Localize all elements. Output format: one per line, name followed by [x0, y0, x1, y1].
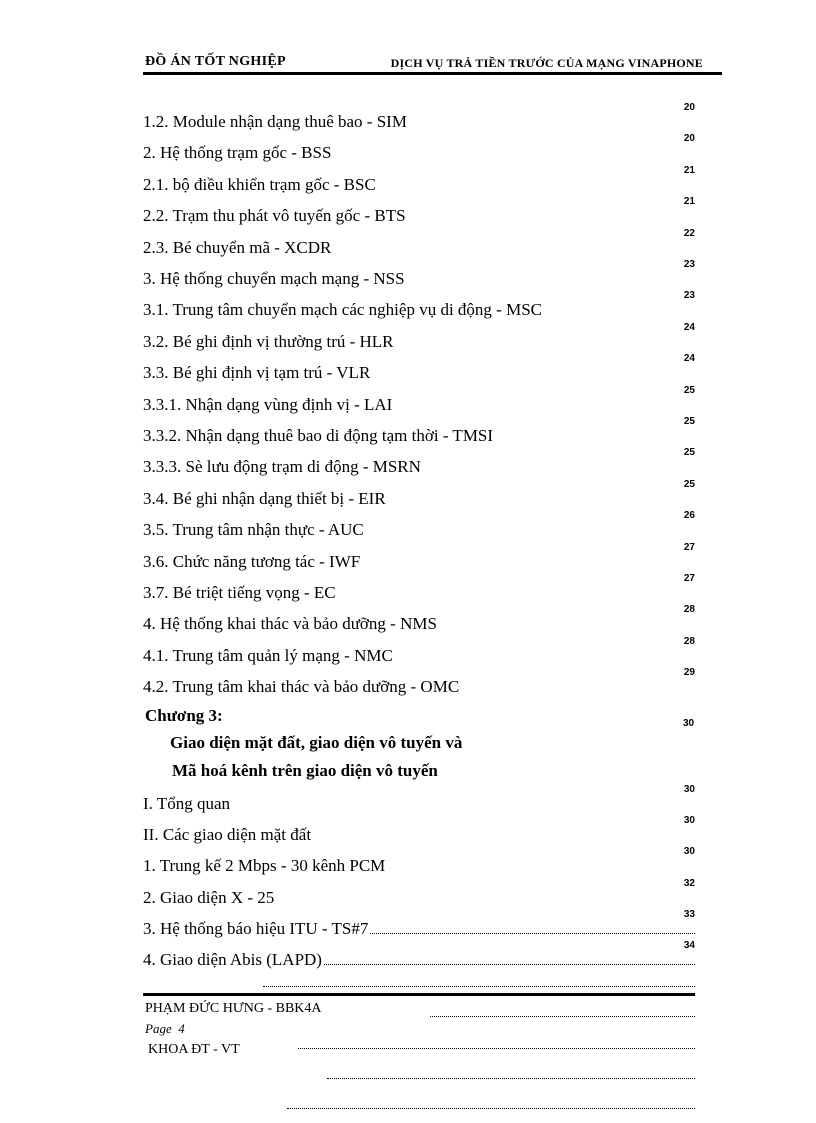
header-right-title: DỊCH VỤ TRẢ TIỀN TRƯỚC CỦA MẠNG VINAPHONE	[390, 56, 703, 70]
toc-entry-page: 28	[683, 604, 695, 616]
toc-entry-title: 2.1. bộ điều khiển trạm gốc - BSC	[143, 174, 376, 194]
header-rule	[143, 72, 722, 75]
toc-entry-title: 4.1. Trung tâm quản lý mạng - NMC	[143, 645, 393, 665]
toc-entry-title: 3.4. Bé ghi nhận dạng thiết bị - EIR	[143, 488, 386, 508]
toc-entry-title: 3.3.2. Nhận dạng thuê bao di động tạm thời - TMSI	[143, 426, 494, 445]
toc-entry-title: 3.2. Bé ghi định vị thường trú - HLR	[143, 331, 394, 351]
toc-entry-title: 3.3.3. Sè lưu động trạm di động - MSRN	[143, 457, 421, 477]
toc-entry	[143, 479, 695, 509]
toc-entry-page: 26	[683, 510, 695, 522]
toc-entry-page: 23	[683, 290, 695, 302]
toc-entry-page: 21	[683, 196, 695, 208]
toc-entry-page: 33	[683, 908, 695, 920]
toc-entry	[143, 940, 695, 970]
toc-entry	[143, 228, 695, 258]
footer-dotted-leader	[327, 1078, 695, 1079]
toc-entry-page: 30	[683, 846, 695, 858]
footer-dotted-leader	[430, 1016, 695, 1017]
toc-entry	[143, 259, 695, 289]
toc-entry-title: II. Các giao diện mặt đất	[143, 825, 312, 845]
toc-entry	[143, 133, 695, 163]
toc-entry-page: 25	[683, 447, 695, 459]
footer-author: PHẠM ĐỨC HƯNG - BBK4A	[145, 1001, 322, 1016]
toc-entry-page: 21	[683, 164, 695, 176]
toc-entry-page: 30	[683, 784, 695, 795]
toc-entry	[143, 815, 695, 845]
toc-entry-title: I. Tổng quan	[143, 794, 231, 813]
toc-entry	[143, 878, 695, 908]
toc-entry-title: 3.1. Trung tâm chuyển mạch các nghiệp vụ di động - MSC	[143, 300, 542, 320]
toc-entry-page: 24	[683, 321, 695, 333]
chapter-title-line1: Giao diện mặt đất, giao diện vô tuyến và	[170, 733, 463, 752]
toc-entry	[143, 909, 695, 939]
toc-entry	[143, 636, 695, 666]
toc-entry-page: 20	[683, 133, 695, 145]
toc-entry-page: 34	[683, 940, 695, 951]
toc-entry-title: 3.5. Trung tâm nhận thực - AUC	[143, 520, 364, 540]
toc-entry-title: 1. Trung kế 2 Mbps - 30 kênh PCM	[143, 856, 386, 876]
chapter-page: 30	[683, 718, 695, 729]
toc-entry-title: 4. Hệ thống khai thác và bảo dưỡng - NMS	[143, 614, 437, 634]
toc-entry-title: 2.2. Trạm thu phát vô tuyến gốc - BTS	[143, 206, 406, 226]
toc-entry	[143, 604, 695, 634]
toc-entry-page: 22	[683, 227, 695, 239]
toc-entry-page: 27	[683, 541, 695, 553]
toc-entry-title: 3.3. Bé ghi định vị tạm trú - VLR	[143, 363, 371, 383]
toc-entry-page: 23	[683, 259, 695, 270]
toc-entry	[143, 196, 695, 226]
toc-entry-title: 3. Hệ thống báo hiệu ITU - TS#7	[143, 918, 369, 938]
toc-entry	[143, 102, 695, 132]
toc-entry-title: 4.2. Trung tâm khai thác và bảo dưỡng - OMC	[143, 677, 460, 697]
toc-entry-title: 2. Hệ thống trạm gốc - BSS	[143, 143, 332, 163]
toc-entry-page: 25	[683, 478, 695, 490]
footer-page-indicator	[145, 1021, 185, 1037]
toc-entry	[143, 353, 695, 383]
toc-entry-page: 20	[683, 102, 695, 113]
footer-department: KHOA ĐT - VT	[148, 1042, 240, 1057]
toc-entry-page: 28	[683, 635, 695, 647]
footer-dotted-leader	[287, 1108, 695, 1109]
toc-entry	[143, 447, 695, 477]
toc-entry-title: 3.3.1. Nhận dạng vùng định vị - LAI	[143, 394, 393, 414]
toc-entry	[143, 573, 695, 603]
toc-entry	[143, 510, 695, 540]
toc-entry-page: 25	[683, 384, 695, 396]
toc-entry	[143, 667, 695, 697]
toc-entry-title: 2.3. Bé chuyển mã - XCDR	[143, 237, 332, 257]
toc-entry-page: 24	[683, 353, 695, 365]
toc-entry-title: 4. Giao diện Abis (LAPD)	[143, 950, 322, 969]
toc-entry	[143, 290, 695, 320]
toc-entry	[143, 846, 695, 876]
header-left-title: ĐỒ ÁN TỐT NGHIỆP	[145, 54, 286, 69]
toc-entry-title: 3.7. Bé triệt tiếng vọng - EC	[143, 583, 336, 602]
footer-dotted-leader	[263, 986, 695, 987]
toc-entry	[143, 416, 695, 446]
chapter-title-line2: Mã hoá kênh trên giao diện vô tuyến	[172, 761, 438, 780]
chapter-label: Chương 3:	[145, 706, 223, 725]
toc-entry	[143, 322, 695, 352]
toc-entry-title: 1.2. Module nhận dạng thuê bao - SIM	[143, 112, 407, 131]
footer-page-number: 4	[178, 1021, 185, 1036]
toc-entry	[143, 385, 695, 415]
toc-entry	[143, 784, 695, 814]
toc-entry-page: 29	[683, 667, 695, 679]
toc-entry-page: 30	[683, 815, 695, 827]
toc-entry-page: 27	[683, 573, 695, 584]
toc-entry	[143, 165, 695, 195]
footer-page-label: Page	[145, 1021, 172, 1036]
toc-entry-page: 32	[683, 877, 695, 889]
footer-dotted-leader	[298, 1048, 695, 1049]
toc-entry	[143, 542, 695, 572]
footer-rule	[143, 993, 695, 996]
toc-entry-page: 25	[683, 416, 695, 427]
toc-entry-title: 2. Giao diện X - 25	[143, 887, 275, 907]
toc-entry-title: 3.6. Chức năng tương tác - IWF	[143, 551, 361, 571]
toc-entry-title: 3. Hệ thống chuyển mạch mạng - NSS	[143, 269, 405, 288]
